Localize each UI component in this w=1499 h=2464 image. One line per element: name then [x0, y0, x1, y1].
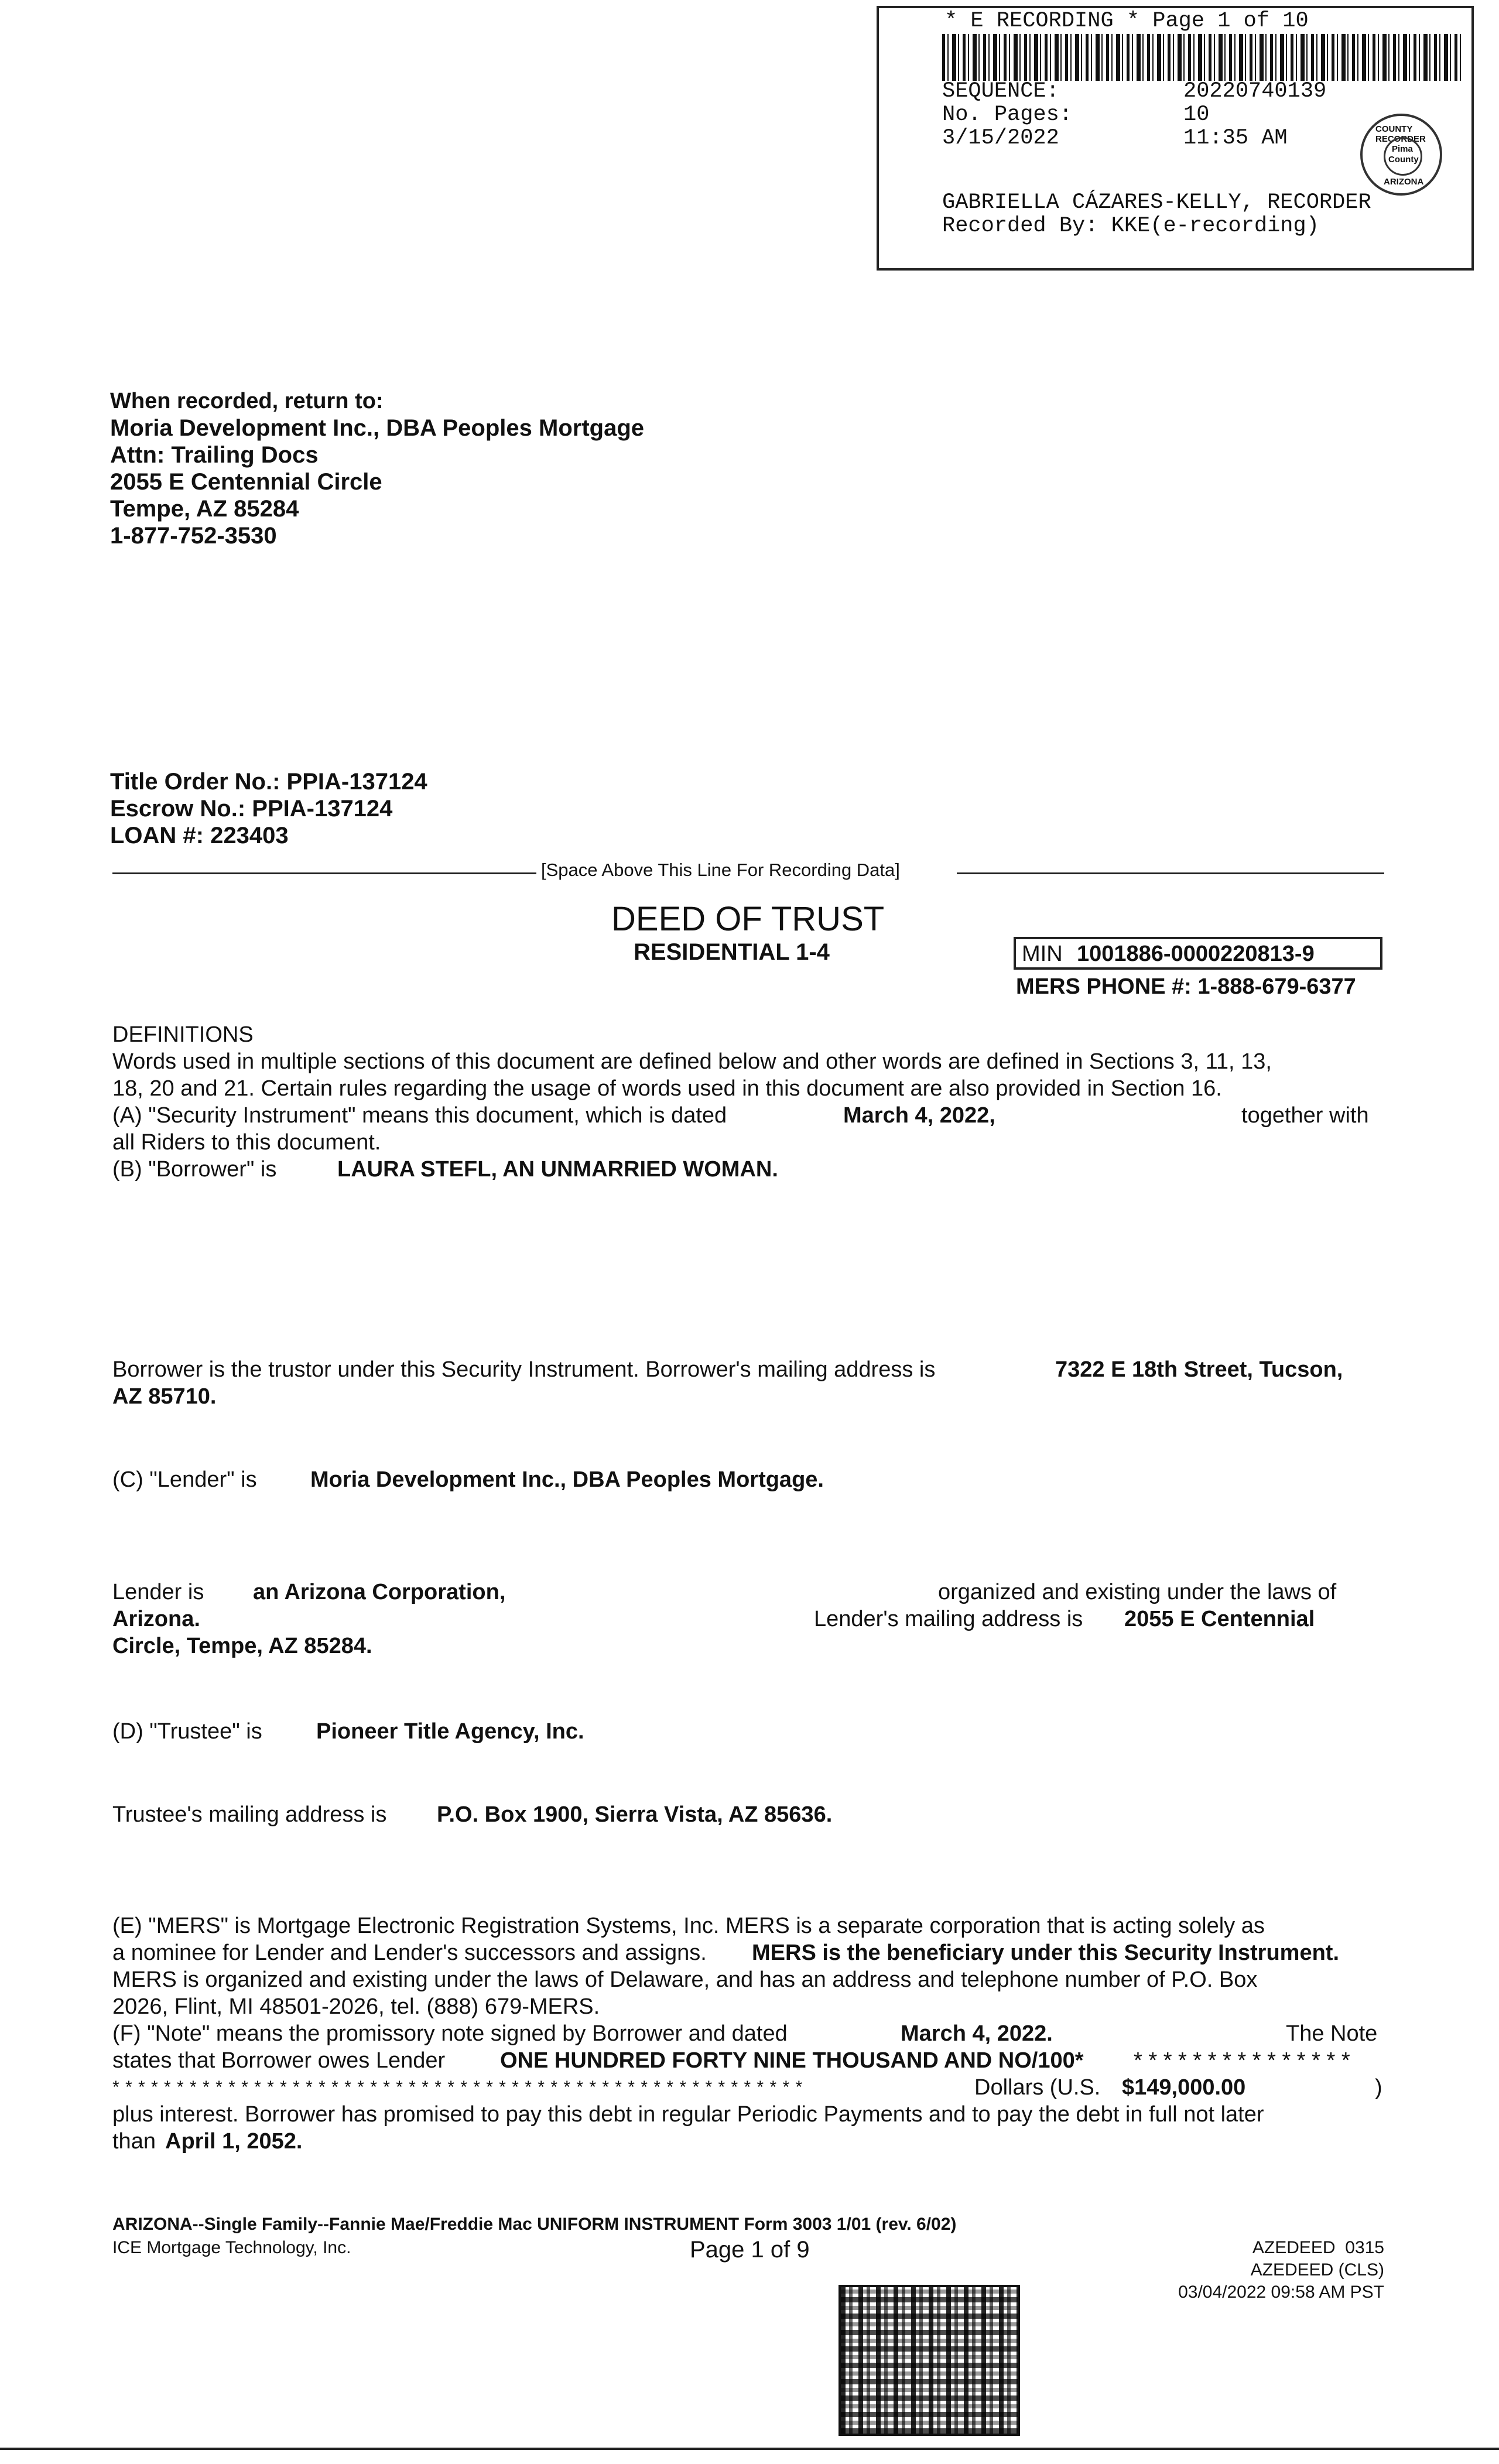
def-f-stars: * * * * * * * * * * * * * * *: [1134, 2048, 1350, 2073]
lender-mail-value: 2055 E Centennial: [1124, 1607, 1315, 1631]
trustee-mail-lead: Trustee's mailing address is: [112, 1802, 387, 1827]
def-a-date: March 4, 2022,: [843, 1103, 995, 1128]
return-to-line: Moria Development Inc., DBA Peoples Mortgage: [110, 415, 645, 441]
def-f-line5-lead: than: [112, 2129, 156, 2154]
document-2d-barcode: [841, 2287, 1018, 2434]
recording-barcode: [942, 34, 1463, 81]
def-e-line: 2026, Flint, MI 48501-2026, tel. (888) 679-MERS.: [112, 1994, 600, 2019]
company-name: ICE Mortgage Technology, Inc.: [112, 2238, 351, 2257]
recorded-by: Recorded By: KKE(e-recording): [942, 214, 1319, 238]
def-f-tail: The Note: [1286, 2021, 1378, 2046]
def-f-paren: ): [1375, 2075, 1382, 2100]
min-label: MIN: [1022, 942, 1063, 966]
def-f-dollars: Dollars (U.S.: [974, 2075, 1101, 2100]
def-f-lead: (F) "Note" means the promissory note signed by Borrower and dated: [112, 2021, 788, 2046]
title-order-number: Title Order No.: PPIA-137124: [110, 769, 427, 795]
recording-stamp: [877, 6, 1474, 271]
def-f-amount: $149,000.00: [1122, 2075, 1246, 2100]
recording-time: 11:35 AM: [1183, 126, 1288, 150]
def-a-lead: (A) "Security Instrument" means this document, which is dated: [112, 1103, 727, 1128]
space-above-line-label: [Space Above This Line For Recording Data]: [541, 860, 900, 880]
def-f-line2-lead: states that Borrower owes Lender: [112, 2048, 446, 2073]
pages-label: No. Pages:: [942, 102, 1073, 127]
definitions-intro: 18, 20 and 21. Certain rules regarding the usage of words used in this document are also provided in Section 16.: [112, 1076, 1222, 1101]
def-d-lead: (D) "Trustee" is: [112, 1719, 262, 1744]
def-c-lead: (C) "Lender" is: [112, 1467, 257, 1492]
def-f-stars: * * * * * * * * * * * * * * * * * * * * * * * * * * * * * * * * * * * * * * * * * * * * * * * * * * * * * *: [112, 2078, 803, 2097]
recording-date: 3/15/2022: [942, 126, 1059, 150]
return-to-line: 2055 E Centennial Circle: [110, 469, 382, 495]
def-f-date: March 4, 2022.: [901, 2021, 1053, 2046]
min-value: 1001886-0000220813-9: [1077, 942, 1315, 966]
lender-type: an Arizona Corporation,: [253, 1580, 506, 1604]
def-f-line5-date: April 1, 2052.: [165, 2129, 303, 2154]
loan-number: LOAN #: 223403: [110, 823, 289, 848]
return-to-line: Tempe, AZ 85284: [110, 496, 299, 522]
pages-value: 10: [1183, 102, 1210, 127]
form-code: AZEDEED (CLS): [1250, 2260, 1384, 2280]
def-b-lead: (B) "Borrower" is: [112, 1157, 277, 1182]
document-subtitle: RESIDENTIAL 1-4: [634, 939, 830, 965]
lender-state: Arizona.: [112, 1607, 200, 1631]
def-f-line4: plus interest. Borrower has promised to pay this debt in regular Periodic Payments and to pay the debt in full not later: [112, 2102, 1264, 2127]
def-e-line: (E) "MERS" is Mortgage Electronic Registration Systems, Inc. MERS is a separate corporation that is acting solely as: [112, 1914, 1265, 1938]
return-to-line: 1-877-752-3530: [110, 523, 277, 549]
page-number: Page 1 of 9: [690, 2237, 810, 2263]
divider-left: [112, 872, 536, 874]
def-c-value: Moria Development Inc., DBA Peoples Mortgage.: [310, 1467, 824, 1492]
form-timestamp: 03/04/2022 09:58 AM PST: [1178, 2282, 1384, 2302]
trustee-mail-value: P.O. Box 1900, Sierra Vista, AZ 85636.: [437, 1802, 833, 1827]
divider-right: [957, 872, 1384, 874]
lender-mail-cont: Circle, Tempe, AZ 85284.: [112, 1634, 372, 1658]
recorder-name: GABRIELLA CÁZARES-KELLY, RECORDER: [942, 190, 1371, 215]
def-f-amount-words: ONE HUNDRED FORTY NINE THOUSAND AND NO/100*: [500, 2048, 1084, 2073]
def-a-line2: all Riders to this document.: [112, 1130, 381, 1155]
definitions-heading: DEFINITIONS: [112, 1022, 254, 1047]
lender-mail-lead: Lender's mailing address is: [814, 1607, 1083, 1631]
page-bottom-rule: [0, 2448, 1499, 2450]
return-to-heading: When recorded, return to:: [110, 389, 384, 413]
definitions-intro: Words used in multiple sections of this document are defined below and other words are defined in Sections 3, 11, 13,: [112, 1049, 1272, 1074]
stamp-header: * E RECORDING * Page 1 of 10: [944, 9, 1309, 33]
sequence-value: 20220740139: [1183, 79, 1327, 104]
return-to-line: Attn: Trailing Docs: [110, 442, 319, 468]
def-a-tail: together with: [1241, 1103, 1369, 1128]
mers-phone: MERS PHONE #: 1-888-679-6377: [1016, 974, 1356, 999]
lender-is: Lender is: [112, 1580, 204, 1604]
form-description: ARIZONA--Single Family--Fannie Mae/Freddie Mac UNIFORM INSTRUMENT Form 3003 1/01 (rev. 6/02): [112, 2215, 957, 2234]
borrower-address: 7322 E 18th Street, Tucson,: [1055, 1357, 1343, 1382]
borrower-address-cont: AZ 85710.: [112, 1384, 217, 1409]
escrow-number: Escrow No.: PPIA-137124: [110, 796, 393, 822]
document-title: DEED OF TRUST: [611, 900, 885, 938]
def-e-line: MERS is organized and existing under the laws of Delaware, and has an address and telephone number of P.O. Box: [112, 1967, 1258, 1992]
form-code: AZEDEED 0315: [1252, 2238, 1384, 2257]
def-e-line: a nominee for Lender and Lender's successors and assigns.: [112, 1941, 707, 1965]
sequence-label: SEQUENCE:: [942, 79, 1059, 104]
county-recorder-seal: COUNTY RECORDER Pima County ARIZONA: [1360, 114, 1442, 196]
min-box: [1014, 937, 1382, 970]
def-d-value: Pioneer Title Agency, Inc.: [316, 1719, 584, 1744]
lender-laws: organized and existing under the laws of: [938, 1580, 1337, 1604]
def-e-line-bold: MERS is the beneficiary under this Security Instrument.: [752, 1941, 1340, 1965]
borrower-address-lead: Borrower is the trustor under this Security Instrument. Borrower's mailing address is: [112, 1357, 936, 1382]
def-b-value: LAURA STEFL, AN UNMARRIED WOMAN.: [337, 1157, 778, 1182]
